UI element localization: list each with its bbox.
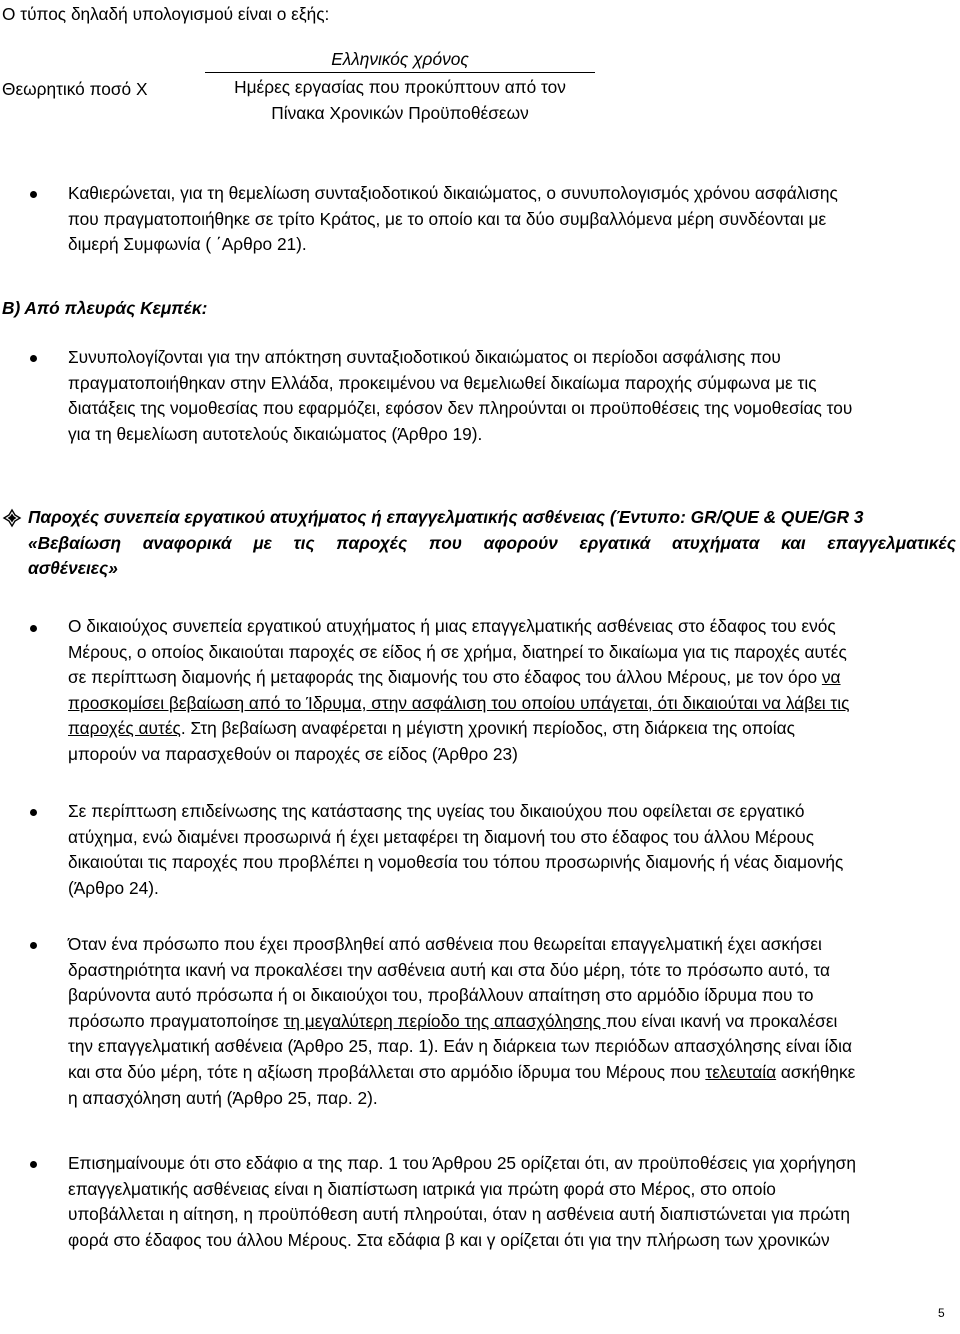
line: ασθένειες» [28, 558, 118, 579]
fraction-line [205, 72, 595, 73]
paragraph-article-25 [68, 1151, 956, 1253]
line: δικαιούται τις παροχές που προβλέπει η νομοθεσία του τόπου προσωρινής διαμονής ή νέας διαμονής [68, 852, 844, 873]
bullet-icon [30, 809, 37, 816]
line: «Βεβαίωση αναφορικά με τις παροχές που αφορούν εργατικά ατυχήματα και επαγγελματικές [28, 532, 956, 553]
formula-denominator [205, 75, 595, 126]
line: βαρύνοντα αυτό πρόσωπα ή οι δικαιούχοι του, προβάλλουν απαίτηση στο αρμόδιο ίδρυμα που το [68, 985, 814, 1006]
line: διατάξεις της νομοθεσίας που εφαρμόζει, εφόσον δεν πληρούνται οι προϋποθέσεις της νομοθεσίας του [68, 398, 853, 419]
line: Όταν ένα πρόσωπο που έχει προσβληθεί από ασθένεια που θεωρείται επαγγελματική έχει ασκήσει [68, 934, 822, 954]
line: η απασχόληση αυτή (Άρθρο 25, παρ. 2). [68, 1087, 378, 1108]
text: που είναι ικανή να προκαλέσει [605, 1010, 838, 1031]
line: Καθιερώνεται, για τη θεμελίωση συνταξιοδοτικού δικαιώματος, ο συνυπολογισμός χρόνου ασφάλισης [68, 183, 838, 203]
paragraph-quebec [68, 345, 956, 447]
line: Παροχές συνεπεία εργατικού ατυχήματος ή επαγγελματικής ασθένειας (Έντυπο: GR/QUE & QUE/GR 3 [28, 507, 864, 527]
underlined-text: προσκομίσει βεβαίωση από το Ίδρυμα, στην ασφάλιση του οποίου υπάγεται, ότι δικαιούται να λάβει τις [68, 692, 850, 713]
text: . Στη βεβαίωση αναφέρεται η μέγιστη χρονική περίοδος, στη διάρκεια της οποίας [180, 718, 795, 739]
page-number: 5 [938, 1306, 945, 1320]
line: (Άρθρο 24). [68, 877, 159, 898]
line: φορά στο έδαφος του άλλου Μέρους. Στα εδάφια β και γ ορίζεται ότι για την πλήρωση των χρονικών [68, 1229, 830, 1250]
bullet-icon [30, 191, 37, 198]
text: και στα δύο μέρη, τότε η αξίωση προβάλλεται στο αρμόδιο ίδρυμα του Μέρους που [68, 1061, 706, 1082]
line: Μέρους, ο οποίος δικαιούται παροχές σε είδος ή σε χρήμα, διατηρεί το δικαίωμα για τις παροχές αυτές [68, 641, 847, 662]
line: την επαγγελματική ασθένεια (Άρθρο 25, παρ. 1). Εάν η διάρκεια των περιόδων απασχόλησης είναι ίδια [68, 1036, 852, 1057]
line: πραγματοποιήθηκαν στην Ελλάδα, προκειμένου να θεμελιωθεί δικαίωμα παροχής σύμφωνα με τις [68, 372, 817, 393]
line [68, 716, 956, 742]
benefits-heading [28, 505, 956, 582]
line [68, 1009, 956, 1035]
line: διμερή Συμφωνία ( ΄Αρθρο 21). [68, 234, 307, 255]
line: Σε περίπτωση επιδείνωσης της κατάστασης της υγείας του δικαιούχου που οφείλεται σε εργατικό [68, 801, 805, 821]
formula-denominator-line1: Ημέρες εργασίας που προκύπτουν από τον [234, 77, 566, 97]
formula-denominator-line2: Πίνακα Χρονικών Προϋποθέσεων [271, 102, 529, 123]
line: Συνυπολογίζονται για την απόκτηση συνταξιοδοτικού δικαιώματος οι περίοδοι ασφάλισης που [68, 347, 781, 367]
line [68, 1060, 956, 1086]
line: δραστηριότητα ικανή να προκαλέσει την ασθένεια αυτή και στα δύο μέρη, τότε το πρόσωπο αυτό, τα [68, 959, 831, 980]
paragraph-worsening [68, 799, 956, 901]
underlined-text: τελευταία [705, 1061, 777, 1082]
underlined-text: τη μεγαλύτερη περίοδο της απασχόλησης [283, 1010, 606, 1031]
bullet-icon [30, 625, 37, 632]
line: υποβάλλεται η αίτηση, η προϋπόθεση αυτή πληρούται, όταν η ασθένεια αυτή διαπιστώνεται για πρώτη [68, 1204, 850, 1225]
formula-label: Θεωρητικό ποσό Χ [2, 79, 148, 99]
line: Ο δικαιούχος συνεπεία εργατικού ατυχήματος ή μιας επαγγελματικής ασθένειας στο έδαφος του ενός [68, 616, 836, 636]
formula-numerator: Ελληνικός χρόνος [331, 49, 469, 69]
bullet-icon [30, 355, 37, 362]
line: ατύχημα, ενώ διαμένει προσωρινά ή έχει μεταφέρει τη διαμονή του στο έδαφος του άλλου Μέρους [68, 826, 815, 847]
line: για τη θεμελίωση αυτοτελούς δικαιώματος (Άρθρο 19). [68, 423, 483, 444]
line: Επισημαίνουμε ότι στο εδάφιο α της παρ. 1 του Άρθρου 25 ορίζεται ότι, αν προϋποθέσεις για χορήγηση [68, 1153, 856, 1173]
text: πρόσωπο πραγματοποίησε [68, 1010, 284, 1031]
intro-text: Ο τύπος δηλαδή υπολογισμού είναι ο εξής: [2, 4, 330, 24]
line: μπορούν να παρασχεθούν οι παροχές σε είδος (Άρθρο 23) [68, 743, 518, 764]
paragraph-accident-benefits [68, 614, 956, 768]
paragraph-occupational-disease [68, 932, 956, 1111]
line [68, 691, 956, 717]
bullet-icon [30, 942, 37, 949]
underlined-text: παροχές αυτές [68, 718, 181, 739]
text: ασκήθηκε [776, 1061, 856, 1082]
underlined-text: να [821, 667, 841, 688]
bullet-icon [30, 1161, 37, 1168]
paragraph-third-state [68, 181, 956, 258]
section-b-heading: Β) Από πλευράς Κεμπέκ: [2, 298, 208, 318]
diamond-bullet-icon [2, 508, 22, 528]
text: σε περίπτωση διαμονής ή μεταφοράς της διαμονής του στο έδαφος του άλλου Μέρους, με τον όρο [68, 667, 822, 688]
line: επαγγελματικής ασθένειας είναι η διαπίστωση ιατρικά για πρώτη φορά στο Μέρος, στο οποίο [68, 1178, 776, 1199]
line [68, 665, 956, 691]
line: που πραγματοποιήθηκε σε τρίτο Κράτος, με το οποίο και τα δύο συμβαλλόμενα μέρη συνδέονται με [68, 208, 827, 229]
